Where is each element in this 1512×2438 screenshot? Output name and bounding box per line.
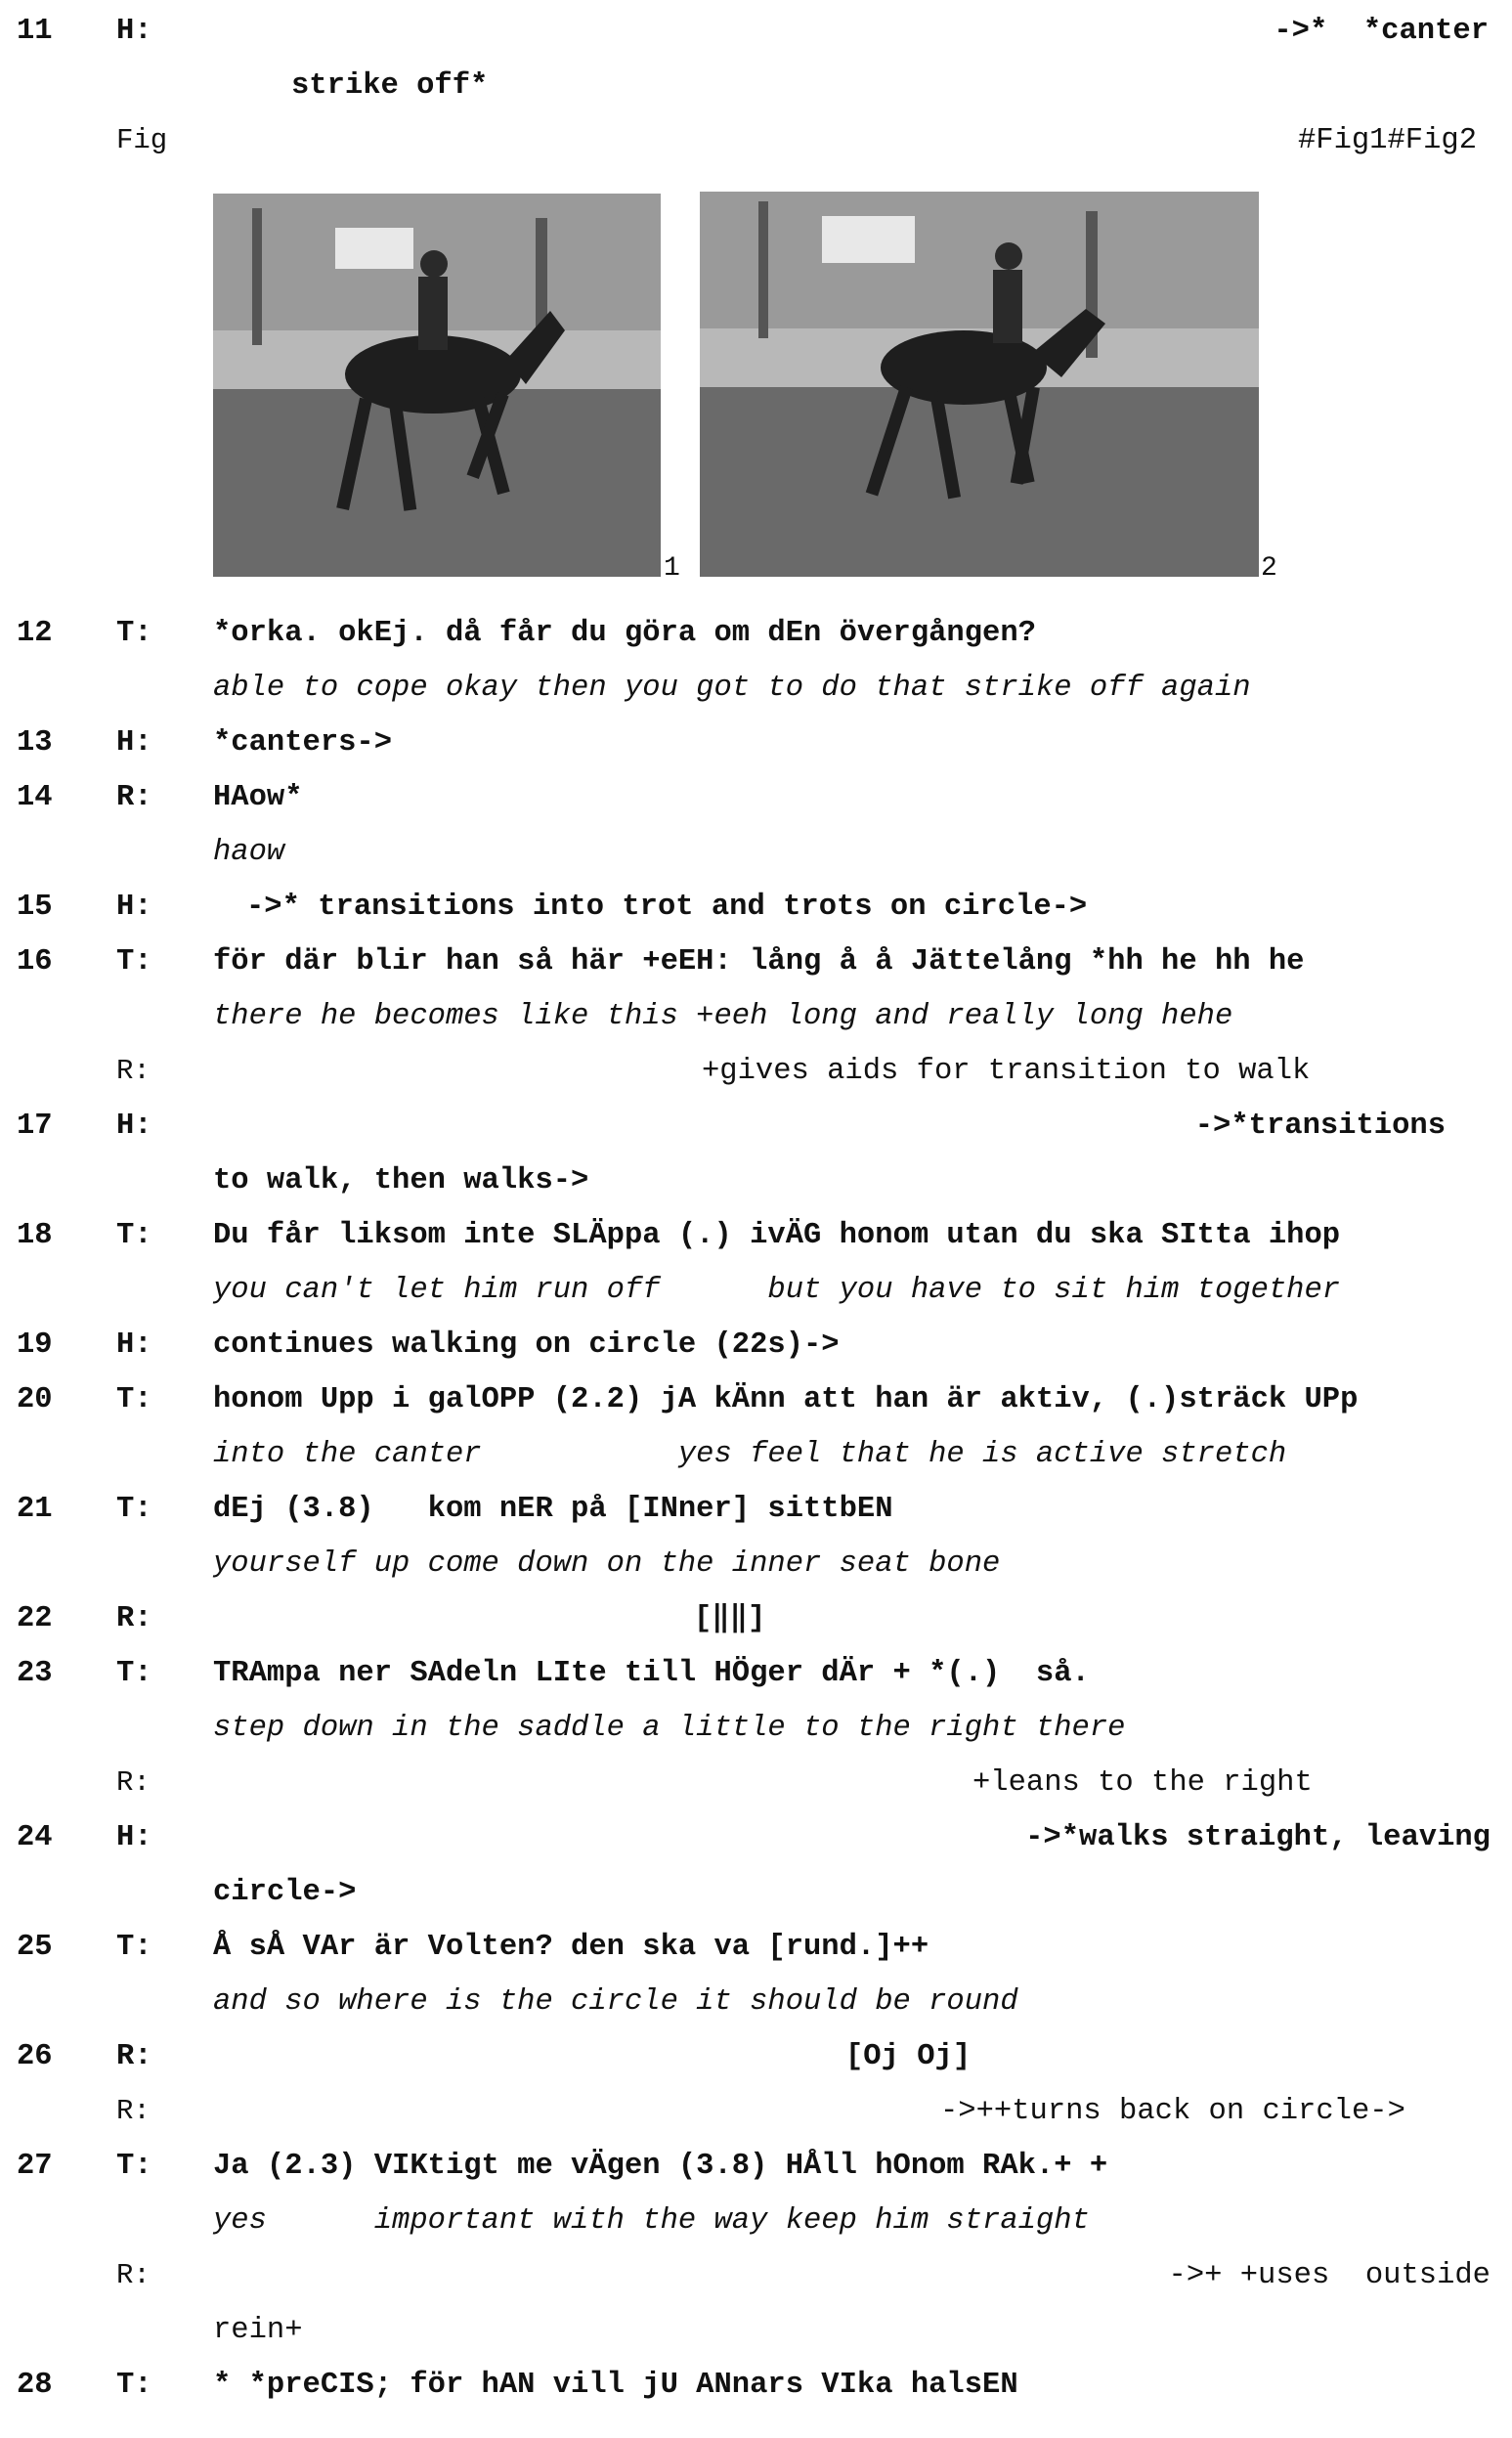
line-number: 21 (17, 1493, 53, 1526)
speaker-label: R: (116, 1055, 151, 1087)
line-text: Å sÅ VAr är Volten? den ska va [rund.]++ (213, 1931, 929, 1964)
line-text: Ja (2.3) VIKtigt me vÄgen (3.8) HÅll hOnom RAk.+ + (213, 2150, 1108, 2183)
line-number: 14 (17, 781, 53, 814)
translation-text: able to cope okay then you got to do that strike off again (213, 672, 1251, 705)
line-text: circle-> (213, 1876, 357, 1909)
video-still-2 (700, 192, 1259, 577)
line-text: TRAmpa ner SAdeln LIte till HÖger dÄr + *(.) så. (213, 1657, 1090, 1690)
line-number: 15 (17, 891, 53, 924)
line-text: Du får liksom inte SLÄppa (.) ivÄG honom utan du ska SItta ihop (213, 1219, 1341, 1252)
translation-text: step down in the saddle a little to the right there (213, 1712, 1126, 1745)
embodied-action: rein+ (213, 2314, 303, 2347)
line-text: to walk, then walks-> (213, 1164, 589, 1197)
speaker-label: R: (116, 781, 152, 814)
line-text: HAow* (213, 781, 303, 814)
translation-text: you can't let him run off but you have to sit him together (213, 1274, 1341, 1307)
line-number: 19 (17, 1328, 53, 1362)
line-number: 28 (17, 2369, 53, 2402)
speaker-label: T: (116, 2369, 152, 2402)
line-number: 18 (17, 1219, 53, 1252)
video-still-1 (213, 194, 661, 577)
line-text: [Oj Oj] (845, 2040, 972, 2073)
line-text: * *preCIS; för hAN vill jU ANnars VIka halsEN (213, 2369, 1018, 2402)
line-text: *canters-> (213, 726, 393, 760)
line-text: ->*walks straight, leaving (1025, 1821, 1490, 1854)
embodied-action: +gives aids for transition to walk (702, 1055, 1311, 1088)
speaker-label: T: (116, 1931, 152, 1964)
speaker-label: R: (116, 2095, 151, 2127)
figure-label: 1 (664, 553, 680, 584)
line-number: 12 (17, 617, 53, 650)
embodied-action: +leans to the right (972, 1766, 1313, 1800)
line-text: ->*transitions (1194, 1110, 1446, 1143)
speaker-label: H: (116, 15, 152, 48)
line-text: för där blir han så här +eEH: lång å å Jättelång *hh he hh he (213, 945, 1305, 979)
translation-text: and so where is the circle it should be round (213, 1985, 1018, 2019)
figure-reference: #Fig1#Fig2 (1297, 124, 1477, 157)
translation-text: yes important with the way keep him straight (213, 2204, 1090, 2238)
line-text: ->* transitions into trot and trots on circle-> (246, 891, 1088, 924)
line-number: 20 (17, 1383, 53, 1416)
line-number: 24 (17, 1821, 53, 1854)
speaker-label: R: (116, 1602, 152, 1635)
line-number: 16 (17, 945, 53, 979)
line-number: 11 (17, 15, 53, 48)
speaker-label: H: (116, 1821, 152, 1854)
speaker-label: T: (116, 945, 152, 979)
speaker-label: R: (116, 2040, 152, 2073)
line-number: 23 (17, 1657, 53, 1690)
line-text: dEj (3.8) kom nER på [INner] sittbEN (213, 1493, 893, 1526)
line-text: continues walking on circle (22s)-> (213, 1328, 840, 1362)
speaker-label: H: (116, 891, 152, 924)
translation-text: there he becomes like this +eeh long and really long hehe (213, 1000, 1233, 1033)
speaker-label: R: (116, 1766, 151, 1799)
speaker-label: Fig (116, 124, 168, 156)
line-number: 27 (17, 2150, 53, 2183)
figure-label: 2 (1261, 553, 1277, 584)
line-number: 13 (17, 726, 53, 760)
translation-text: into the canter yes feel that he is active stretch (213, 1438, 1287, 1471)
speaker-label: H: (116, 1328, 152, 1362)
line-number: 17 (17, 1110, 53, 1143)
speaker-label: T: (116, 1657, 152, 1690)
line-number: 25 (17, 1931, 53, 1964)
speaker-label: H: (116, 1110, 152, 1143)
speaker-label: H: (116, 726, 152, 760)
line-text: *orka. okEj. då får du göra om dEn övergången? (213, 617, 1036, 650)
line-number: 26 (17, 2040, 53, 2073)
line-text: ->* *canter (1274, 15, 1489, 48)
embodied-action: ->+ +uses outside (1168, 2259, 1490, 2292)
translation-text: haow (213, 836, 285, 869)
line-text: strike off* (291, 69, 489, 103)
speaker-label: T: (116, 2150, 152, 2183)
line-text: [‖‖] (694, 1602, 766, 1635)
embodied-action: ->++turns back on circle-> (940, 2095, 1405, 2128)
speaker-label: T: (116, 1493, 152, 1526)
speaker-label: T: (116, 1219, 152, 1252)
speaker-label: T: (116, 1383, 152, 1416)
translation-text: yourself up come down on the inner seat bone (213, 1547, 1001, 1581)
line-text: honom Upp i galOPP (2.2) jA kÄnn att han är aktiv, (.)sträck UPp (213, 1383, 1359, 1416)
speaker-label: R: (116, 2259, 151, 2291)
speaker-label: T: (116, 617, 152, 650)
line-number: 22 (17, 1602, 53, 1635)
